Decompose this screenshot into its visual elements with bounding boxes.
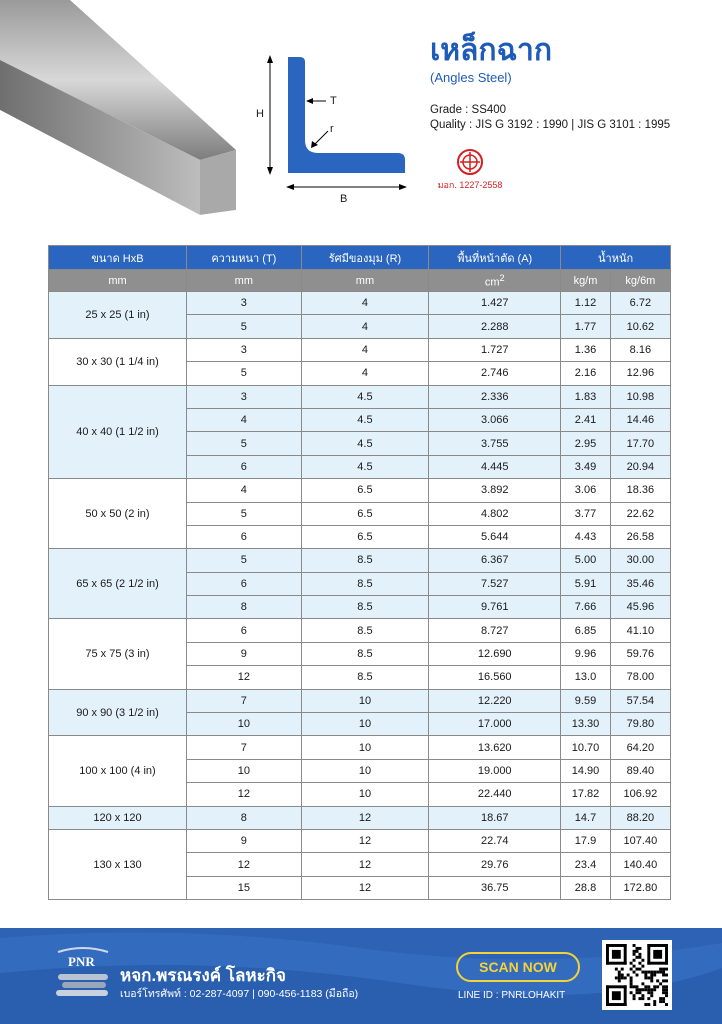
qr-code-icon [606,944,668,1006]
thickness-cell: 12 [187,666,302,689]
area-cell: 8.727 [429,619,561,642]
weight-kg-6m-cell: 172.80 [610,876,670,899]
thickness-cell: 3 [187,338,302,361]
table-row [49,549,671,572]
radius-cell: 6.5 [301,525,429,548]
weight-kg-6m-cell: 64.20 [610,736,670,759]
tis-standard-mark [430,148,510,192]
area-cell: 4.445 [429,455,561,478]
weight-kg-6m-cell: 10.98 [610,385,670,408]
thickness-cell: 6 [187,619,302,642]
weight-kg-6m-cell: 89.40 [610,759,670,782]
weight-kg-6m-cell: 35.46 [610,572,670,595]
radius-cell: 10 [301,783,429,806]
thickness-cell: 8 [187,596,302,619]
table-row [49,806,671,829]
thickness-cell: 6 [187,572,302,595]
table-row [49,292,671,315]
col-radius: รัศมีของมุม (R) [301,246,429,270]
company-name: หจก.พรณรงค์ โลหะกิจ [120,966,286,985]
weight-kg-6m-cell: 6.72 [610,292,670,315]
weight-kg-6m-cell: 78.00 [610,666,670,689]
size-cell: 100 x 100 (4 in) [49,736,187,806]
label-r: r [330,123,334,135]
unit-kg-m: kg/m [561,270,611,292]
radius-cell: 8.5 [301,549,429,572]
weight-kg-6m-cell: 8.16 [610,338,670,361]
area-cell: 5.644 [429,525,561,548]
tis-label: มอก. 1227-2558 [437,180,503,190]
radius-cell: 4.5 [301,432,429,455]
thickness-cell: 5 [187,502,302,525]
weight-kg-6m-cell: 10.62 [610,315,670,338]
radius-cell: 8.5 [301,619,429,642]
radius-cell: 10 [301,689,429,712]
area-cell: 22.74 [429,829,561,852]
area-cell: 36.75 [429,876,561,899]
size-cell: 120 x 120 [49,806,187,829]
weight-kg-m-cell: 3.49 [561,455,611,478]
table-row [49,479,671,502]
table-row [49,619,671,642]
weight-kg-m-cell: 2.16 [561,362,611,385]
weight-kg-m-cell: 7.66 [561,596,611,619]
area-cell: 2.288 [429,315,561,338]
thickness-cell: 12 [187,783,302,806]
thickness-cell: 10 [187,713,302,736]
weight-kg-m-cell: 1.83 [561,385,611,408]
radius-cell: 12 [301,853,429,876]
thickness-cell: 3 [187,292,302,315]
area-cell: 6.367 [429,549,561,572]
qr-code[interactable] [602,940,672,1010]
size-cell: 90 x 90 (3 1/2 in) [49,689,187,736]
weight-kg-6m-cell: 12.96 [610,362,670,385]
area-cell: 29.76 [429,853,561,876]
title-block [430,34,710,133]
weight-kg-m-cell: 9.96 [561,642,611,665]
col-size: ขนาด HxB [49,246,187,270]
radius-cell: 4 [301,338,429,361]
weight-kg-m-cell: 10.70 [561,736,611,759]
table-row [49,829,671,852]
line-id: LINE ID : PNRLOHAKIT [458,990,566,1001]
company-logo [52,944,114,1002]
header-row [49,246,671,270]
weight-kg-6m-cell: 45.96 [610,596,670,619]
thickness-cell: 9 [187,829,302,852]
unit-area [429,270,561,292]
weight-kg-6m-cell: 140.40 [610,853,670,876]
page-title: เหล็กฉาก [430,34,553,67]
weight-kg-6m-cell: 107.40 [610,829,670,852]
scan-now-button[interactable]: SCAN NOW [456,952,580,982]
size-cell: 40 x 40 (1 1/2 in) [49,385,187,479]
radius-cell: 4 [301,362,429,385]
area-cell: 1.427 [429,292,561,315]
col-thickness: ความหนา (T) [187,246,302,270]
radius-cell: 6.5 [301,479,429,502]
logo-text: PNR [68,954,95,969]
area-cell: 7.527 [429,572,561,595]
weight-kg-m-cell: 5.00 [561,549,611,572]
area-cell: 3.892 [429,479,561,502]
grade-text: Grade : SS400 [430,104,507,116]
weight-kg-m-cell: 3.06 [561,479,611,502]
radius-cell: 10 [301,736,429,759]
size-cell: 130 x 130 [49,829,187,899]
weight-kg-6m-cell: 20.94 [610,455,670,478]
area-cell: 2.336 [429,385,561,408]
weight-kg-m-cell: 14.7 [561,806,611,829]
unit-size: mm [49,270,187,292]
weight-kg-6m-cell: 17.70 [610,432,670,455]
radius-cell: 4.5 [301,455,429,478]
weight-kg-6m-cell: 88.20 [610,806,670,829]
unit-kg-6m: kg/6m [610,270,670,292]
area-cell: 3.066 [429,408,561,431]
thickness-cell: 4 [187,479,302,502]
label-b: B [340,193,348,205]
weight-kg-m-cell: 1.12 [561,292,611,315]
thickness-cell: 6 [187,455,302,478]
weight-kg-m-cell: 13.0 [561,666,611,689]
table-row [49,736,671,759]
label-h: H [256,108,264,120]
weight-kg-m-cell: 17.9 [561,829,611,852]
weight-kg-m-cell: 2.95 [561,432,611,455]
thickness-cell: 8 [187,806,302,829]
area-cell: 4.802 [429,502,561,525]
radius-cell: 6.5 [301,502,429,525]
thickness-cell: 5 [187,432,302,455]
weight-kg-m-cell: 6.85 [561,619,611,642]
unit-radius: mm [301,270,429,292]
table-row [49,689,671,712]
radius-cell: 8.5 [301,572,429,595]
weight-kg-6m-cell: 106.92 [610,783,670,806]
thickness-cell: 7 [187,689,302,712]
thickness-cell: 5 [187,315,302,338]
unit-area-base: cm [484,276,500,289]
area-cell: 17.000 [429,713,561,736]
thickness-cell: 3 [187,385,302,408]
area-cell: 18.67 [429,806,561,829]
weight-kg-6m-cell: 57.54 [610,689,670,712]
radius-cell: 12 [301,806,429,829]
area-cell: 12.690 [429,642,561,665]
phone-numbers: เบอร์โทรศัพท์ : 02-287-4097 | 090-456-1183 (มือถือ) [120,988,359,1000]
radius-cell: 12 [301,876,429,899]
weight-kg-6m-cell: 79.80 [610,713,670,736]
spec-table [48,245,671,900]
unit-row [49,270,671,292]
thickness-cell: 6 [187,525,302,548]
size-cell: 50 x 50 (2 in) [49,479,187,549]
thickness-cell: 5 [187,549,302,572]
thickness-cell: 10 [187,759,302,782]
weight-kg-m-cell: 2.41 [561,408,611,431]
radius-cell: 8.5 [301,596,429,619]
weight-kg-m-cell: 13.30 [561,713,611,736]
quality-text: Quality : JIS G 3192 : 1990 | JIS G 3101 : 1995 [430,119,671,131]
radius-cell: 10 [301,713,429,736]
angle-cross-section-diagram [250,45,420,215]
size-cell: 75 x 75 (3 in) [49,619,187,689]
area-cell: 1.727 [429,338,561,361]
weight-kg-6m-cell: 41.10 [610,619,670,642]
size-cell: 30 x 30 (1 1/4 in) [49,338,187,385]
weight-kg-m-cell: 5.91 [561,572,611,595]
col-weight: น้ำหนัก [561,246,671,270]
angle-steel-photo [0,0,238,225]
radius-cell: 4 [301,315,429,338]
unit-area-sup: 2 [499,272,505,283]
page-subtitle: (Angles Steel) [430,70,512,85]
col-area: พื้นที่หน้าตัด (A) [429,246,561,270]
area-cell: 12.220 [429,689,561,712]
thickness-cell: 12 [187,853,302,876]
thickness-cell: 7 [187,736,302,759]
weight-kg-6m-cell: 30.00 [610,549,670,572]
weight-kg-m-cell: 14.90 [561,759,611,782]
radius-cell: 10 [301,759,429,782]
unit-thickness: mm [187,270,302,292]
weight-kg-6m-cell: 59.76 [610,642,670,665]
area-cell: 2.746 [429,362,561,385]
area-cell: 19.000 [429,759,561,782]
thickness-cell: 4 [187,408,302,431]
table-row [49,385,671,408]
size-cell: 25 x 25 (1 in) [49,292,187,339]
radius-cell: 4.5 [301,385,429,408]
weight-kg-m-cell: 4.43 [561,525,611,548]
weight-kg-6m-cell: 26.58 [610,525,670,548]
size-cell: 65 x 65 (2 1/2 in) [49,549,187,619]
thickness-cell: 15 [187,876,302,899]
weight-kg-m-cell: 28.8 [561,876,611,899]
area-cell: 16.560 [429,666,561,689]
radius-cell: 4 [301,292,429,315]
radius-cell: 4.5 [301,408,429,431]
weight-kg-m-cell: 1.77 [561,315,611,338]
weight-kg-m-cell: 17.82 [561,783,611,806]
table-row [49,338,671,361]
weight-kg-m-cell: 23.4 [561,853,611,876]
weight-kg-m-cell: 1.36 [561,338,611,361]
weight-kg-m-cell: 3.77 [561,502,611,525]
area-cell: 9.761 [429,596,561,619]
area-cell: 22.440 [429,783,561,806]
weight-kg-6m-cell: 22.62 [610,502,670,525]
weight-kg-6m-cell: 14.46 [610,408,670,431]
radius-cell: 8.5 [301,642,429,665]
radius-cell: 8.5 [301,666,429,689]
weight-kg-6m-cell: 18.36 [610,479,670,502]
tis-logo-icon [456,148,484,176]
area-cell: 3.755 [429,432,561,455]
table-body [49,292,671,900]
thickness-cell: 9 [187,642,302,665]
thickness-cell: 5 [187,362,302,385]
weight-kg-m-cell: 9.59 [561,689,611,712]
label-t: T [330,95,337,107]
area-cell: 13.620 [429,736,561,759]
radius-cell: 12 [301,829,429,852]
